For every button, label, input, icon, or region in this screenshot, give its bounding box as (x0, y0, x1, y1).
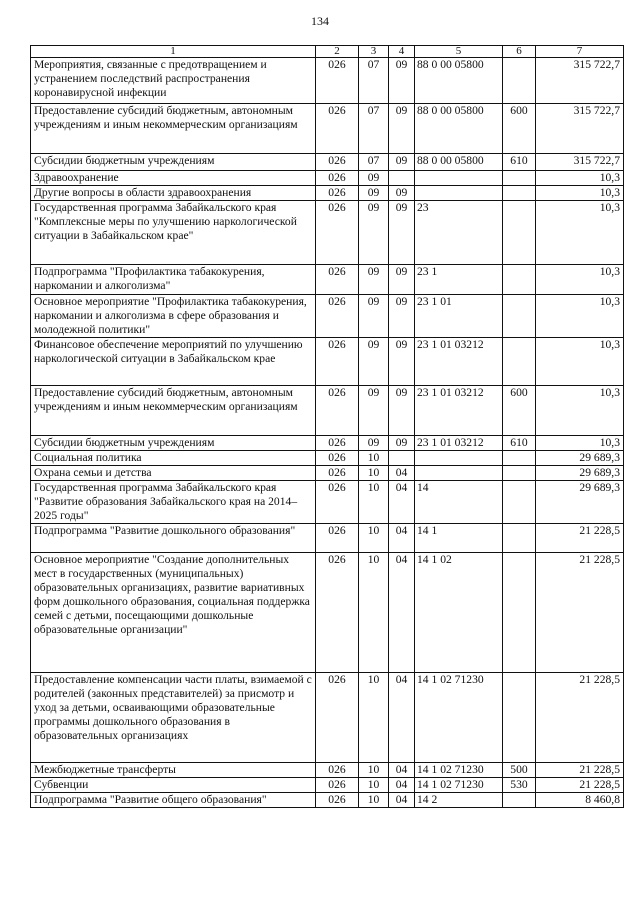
cell-sum: 29 689,3 (536, 481, 624, 524)
cell-rz: 10 (359, 481, 389, 524)
cell-pr: 09 (389, 186, 415, 201)
cell-ved: 026 (316, 154, 359, 171)
cell-sum: 315 722,7 (536, 154, 624, 171)
cell-ved: 026 (316, 436, 359, 451)
column-header: 7 (536, 46, 624, 58)
cell-sum: 21 228,5 (536, 778, 624, 793)
cell-vr (503, 338, 536, 386)
cell-ved: 026 (316, 104, 359, 154)
cell-csr: 23 1 (415, 265, 503, 295)
table-row (31, 553, 624, 673)
cell-csr: 14 (415, 481, 503, 524)
cell-sum: 21 228,5 (536, 763, 624, 778)
cell-pr: 09 (389, 386, 415, 436)
cell-rz: 09 (359, 265, 389, 295)
cell-ved: 026 (316, 793, 359, 808)
cell-csr (415, 171, 503, 186)
cell-csr: 88 0 00 05800 (415, 58, 503, 104)
table-row (31, 154, 624, 171)
cell-sum: 21 228,5 (536, 673, 624, 763)
cell-pr (389, 171, 415, 186)
table-row (31, 171, 624, 186)
cell-vr: 600 (503, 386, 536, 436)
cell-pr: 04 (389, 673, 415, 763)
cell-pr: 04 (389, 553, 415, 673)
cell-csr: 23 (415, 201, 503, 265)
cell-sum: 21 228,5 (536, 524, 624, 553)
cell-name: Охрана семьи и детства (31, 466, 316, 481)
cell-name: Здравоохранение (31, 171, 316, 186)
cell-csr: 14 1 (415, 524, 503, 553)
cell-vr (503, 186, 536, 201)
cell-rz: 09 (359, 338, 389, 386)
cell-name: Основное мероприятие "Профилактика табакокурения, наркомании и алкоголизма в сфере образования и молодежной политики" (31, 295, 316, 338)
table-row (31, 186, 624, 201)
cell-rz: 09 (359, 171, 389, 186)
cell-pr (389, 451, 415, 466)
cell-pr: 04 (389, 466, 415, 481)
cell-sum: 10,3 (536, 171, 624, 186)
cell-ved: 026 (316, 524, 359, 553)
cell-ved: 026 (316, 58, 359, 104)
cell-rz: 10 (359, 673, 389, 763)
cell-csr: 23 1 01 (415, 295, 503, 338)
cell-sum: 315 722,7 (536, 58, 624, 104)
table-row (31, 778, 624, 793)
cell-ved: 026 (316, 778, 359, 793)
column-header: 4 (389, 46, 415, 58)
cell-rz: 07 (359, 58, 389, 104)
table-row (31, 481, 624, 524)
cell-rz: 10 (359, 763, 389, 778)
cell-ved: 026 (316, 553, 359, 673)
cell-pr: 04 (389, 793, 415, 808)
cell-pr: 04 (389, 481, 415, 524)
cell-name: Социальная политика (31, 451, 316, 466)
cell-rz: 09 (359, 186, 389, 201)
page-number: 134 (311, 14, 329, 28)
cell-csr: 88 0 00 05800 (415, 104, 503, 154)
cell-vr (503, 295, 536, 338)
cell-pr: 09 (389, 201, 415, 265)
cell-vr: 500 (503, 763, 536, 778)
cell-rz: 09 (359, 201, 389, 265)
cell-vr: 600 (503, 104, 536, 154)
cell-name: Предоставление субсидий бюджетным, автономным учреждениям и иным некоммерческим организациям (31, 386, 316, 436)
cell-rz: 07 (359, 154, 389, 171)
cell-rz: 09 (359, 295, 389, 338)
cell-csr: 14 1 02 71230 (415, 778, 503, 793)
cell-csr: 88 0 00 05800 (415, 154, 503, 171)
cell-csr: 14 1 02 (415, 553, 503, 673)
table-row (31, 265, 624, 295)
cell-name: Другие вопросы в области здравоохранения (31, 186, 316, 201)
cell-sum: 315 722,7 (536, 104, 624, 154)
cell-vr: 530 (503, 778, 536, 793)
cell-sum: 21 228,5 (536, 553, 624, 673)
cell-name: Предоставление субсидий бюджетным, автономным учреждениям и иным некоммерческим организациям (31, 104, 316, 154)
cell-vr: 610 (503, 436, 536, 451)
cell-ved: 026 (316, 201, 359, 265)
cell-rz: 07 (359, 104, 389, 154)
cell-pr: 04 (389, 763, 415, 778)
cell-vr (503, 481, 536, 524)
cell-name: Финансовое обеспечение мероприятий по улучшению наркологической ситуации в Забайкальском крае (31, 338, 316, 386)
cell-ved: 026 (316, 451, 359, 466)
cell-name: Основное мероприятие "Создание дополнительных мест в государственных (муниципальных) образовательных организациях, развитие вариативных форм дошкольного образования, социальная поддержка семей с детьми, посещающими дошкольные образовательные организации" (31, 553, 316, 673)
cell-csr: 14 1 02 71230 (415, 673, 503, 763)
cell-ved: 026 (316, 186, 359, 201)
cell-csr: 23 1 01 03212 (415, 386, 503, 436)
cell-pr: 04 (389, 524, 415, 553)
cell-vr (503, 201, 536, 265)
cell-name: Подпрограмма "Развитие дошкольного образования" (31, 524, 316, 553)
table-row (31, 466, 624, 481)
table-row (31, 451, 624, 466)
cell-pr: 09 (389, 104, 415, 154)
table-row (31, 295, 624, 338)
cell-ved: 026 (316, 386, 359, 436)
table-row (31, 673, 624, 763)
cell-sum: 10,3 (536, 201, 624, 265)
cell-sum: 29 689,3 (536, 451, 624, 466)
column-header: 5 (415, 46, 503, 58)
table-row (31, 436, 624, 451)
cell-vr (503, 466, 536, 481)
budget-table (30, 45, 624, 808)
cell-csr (415, 451, 503, 466)
cell-vr (503, 524, 536, 553)
table-row (31, 338, 624, 386)
cell-rz: 10 (359, 524, 389, 553)
table-row (31, 104, 624, 154)
cell-pr: 09 (389, 265, 415, 295)
cell-rz: 10 (359, 553, 389, 673)
cell-pr: 04 (389, 778, 415, 793)
cell-name: Подпрограмма "Развитие общего образования" (31, 793, 316, 808)
column-header: 1 (31, 46, 316, 58)
table-row (31, 763, 624, 778)
cell-name: Межбюджетные трансферты (31, 763, 316, 778)
cell-vr (503, 265, 536, 295)
cell-csr: 14 1 02 71230 (415, 763, 503, 778)
column-header: 3 (359, 46, 389, 58)
cell-name: Субвенции (31, 778, 316, 793)
cell-sum: 10,3 (536, 186, 624, 201)
cell-pr: 09 (389, 154, 415, 171)
cell-csr: 14 2 (415, 793, 503, 808)
cell-rz: 10 (359, 466, 389, 481)
cell-sum: 10,3 (536, 295, 624, 338)
cell-rz: 09 (359, 436, 389, 451)
cell-csr (415, 466, 503, 481)
cell-name: Мероприятия, связанные с предотвращением и устранением последствий распространения коронавирусной инфекции (31, 58, 316, 104)
cell-ved: 026 (316, 481, 359, 524)
cell-pr: 09 (389, 58, 415, 104)
cell-vr (503, 793, 536, 808)
cell-sum: 10,3 (536, 436, 624, 451)
cell-sum: 10,3 (536, 338, 624, 386)
cell-sum: 10,3 (536, 386, 624, 436)
column-header: 2 (316, 46, 359, 58)
cell-sum: 29 689,3 (536, 466, 624, 481)
cell-csr: 23 1 01 03212 (415, 436, 503, 451)
cell-name: Государственная программа Забайкальского края "Развитие образования Забайкальского края на 2014–2025 годы" (31, 481, 316, 524)
cell-name: Государственная программа Забайкальского края "Комплексные меры по улучшению наркологической ситуации в Забайкальском крае" (31, 201, 316, 265)
cell-sum: 8 460,8 (536, 793, 624, 808)
cell-vr (503, 451, 536, 466)
cell-ved: 026 (316, 295, 359, 338)
cell-ved: 026 (316, 265, 359, 295)
cell-sum: 10,3 (536, 265, 624, 295)
cell-rz: 10 (359, 793, 389, 808)
cell-vr (503, 58, 536, 104)
column-header: 6 (503, 46, 536, 58)
cell-csr (415, 186, 503, 201)
cell-vr (503, 673, 536, 763)
cell-vr (503, 553, 536, 673)
cell-ved: 026 (316, 673, 359, 763)
cell-rz: 10 (359, 451, 389, 466)
cell-ved: 026 (316, 466, 359, 481)
table-row (31, 58, 624, 104)
table-row (31, 524, 624, 553)
cell-pr: 09 (389, 295, 415, 338)
header-row (31, 46, 624, 58)
cell-name: Субсидии бюджетным учреждениям (31, 154, 316, 171)
cell-vr (503, 171, 536, 186)
cell-name: Субсидии бюджетным учреждениям (31, 436, 316, 451)
cell-rz: 09 (359, 386, 389, 436)
table-row (31, 201, 624, 265)
table-row (31, 793, 624, 808)
cell-ved: 026 (316, 171, 359, 186)
cell-name: Предоставление компенсации части платы, взимаемой с родителей (законных представителей) за присмотр и уход за детьми, осваивающими образовательные программы дошкольного образования в образовательных организациях (31, 673, 316, 763)
table-row (31, 386, 624, 436)
cell-vr: 610 (503, 154, 536, 171)
cell-pr: 09 (389, 436, 415, 451)
cell-ved: 026 (316, 338, 359, 386)
cell-pr: 09 (389, 338, 415, 386)
cell-rz: 10 (359, 778, 389, 793)
cell-name: Подпрограмма "Профилактика табакокурения, наркомании и алкоголизма" (31, 265, 316, 295)
cell-csr: 23 1 01 03212 (415, 338, 503, 386)
cell-ved: 026 (316, 763, 359, 778)
